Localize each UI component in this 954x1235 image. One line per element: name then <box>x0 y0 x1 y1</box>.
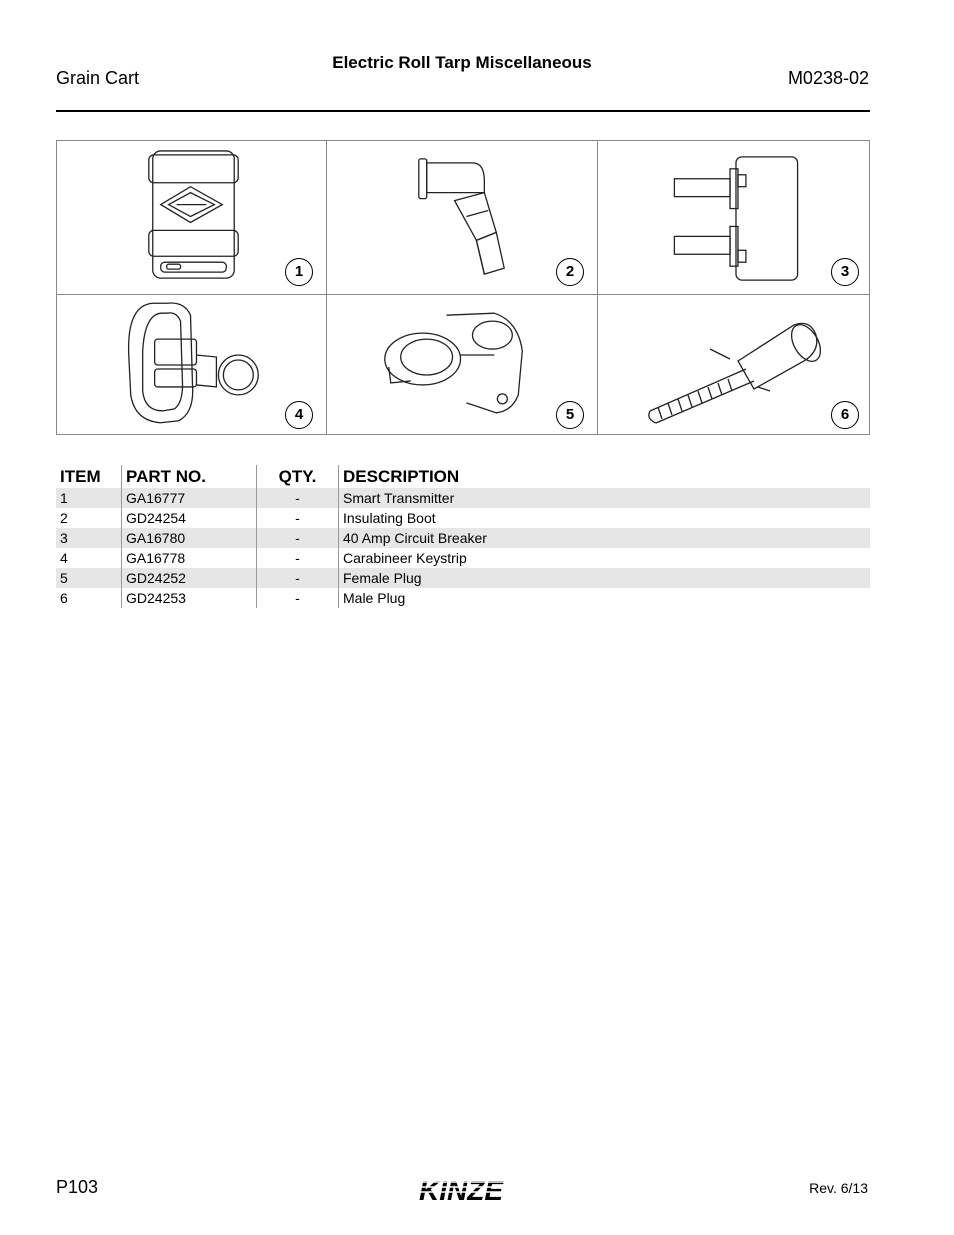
table-row <box>56 588 870 608</box>
quantity: - <box>257 568 339 588</box>
illustration-cell-6 <box>598 295 869 434</box>
table-row <box>56 528 870 548</box>
callout-5: 5 <box>556 401 584 429</box>
callout-3: 3 <box>831 258 859 286</box>
illustration-cell-3 <box>598 141 869 295</box>
description: Carabineer Keystrip <box>339 548 871 568</box>
item-number: 3 <box>56 528 122 548</box>
parts-illustration-grid <box>56 140 870 435</box>
description: Insulating Boot <box>339 508 871 528</box>
part-number: GA16780 <box>122 528 257 548</box>
description: Smart Transmitter <box>339 488 871 508</box>
illustration-cell-1 <box>57 141 327 295</box>
logo-text: KINZE <box>419 1175 503 1206</box>
part-number: GD24252 <box>122 568 257 588</box>
col-header-part-no: PART NO. <box>122 465 257 488</box>
page-title: Electric Roll Tarp Miscellaneous <box>332 53 592 72</box>
description: 40 Amp Circuit Breaker <box>339 528 871 548</box>
table-row <box>56 548 870 568</box>
item-number: 2 <box>60 510 68 526</box>
part-number: GD24254 <box>122 508 257 528</box>
illustration-cell-5 <box>327 295 598 434</box>
table-row <box>56 508 870 528</box>
header-divider <box>56 110 870 112</box>
table-header-row <box>56 465 870 488</box>
parts-table <box>56 465 870 608</box>
page-number: P103 <box>56 1177 99 1197</box>
col-header-item: ITEM <box>60 467 101 486</box>
description: Male Plug <box>339 588 871 608</box>
header-product-name: Grain Cart <box>56 68 140 88</box>
callout-4: 4 <box>285 401 313 429</box>
manual-number: M0238-02 <box>787 68 869 88</box>
item-number: 4 <box>60 550 68 566</box>
quantity: - <box>257 528 339 548</box>
quantity: - <box>257 588 339 608</box>
kinze-logo <box>400 1173 522 1207</box>
quantity: - <box>257 548 339 568</box>
table-row <box>56 568 870 588</box>
description: Female Plug <box>339 568 871 588</box>
illustration-cell-4 <box>57 295 327 434</box>
part-number: GA16777 <box>122 488 257 508</box>
table-row <box>56 488 870 508</box>
item-number: 5 <box>56 568 122 588</box>
callout-6: 6 <box>831 401 859 429</box>
illustration-cell-2 <box>327 141 598 295</box>
callout-2: 2 <box>556 258 584 286</box>
male-plug-icon <box>598 295 869 434</box>
part-number: GA16778 <box>122 548 257 568</box>
revision-date: Rev. 6/13 <box>809 1180 868 1196</box>
item-number: 6 <box>60 590 68 606</box>
part-number: GD24253 <box>122 588 257 608</box>
col-header-qty: QTY. <box>257 465 339 488</box>
callout-1: 1 <box>285 258 313 286</box>
quantity: - <box>257 488 339 508</box>
circuit-breaker-icon <box>598 141 869 294</box>
quantity: - <box>257 508 339 528</box>
item-number: 1 <box>56 488 122 508</box>
col-header-description: DESCRIPTION <box>339 465 871 488</box>
